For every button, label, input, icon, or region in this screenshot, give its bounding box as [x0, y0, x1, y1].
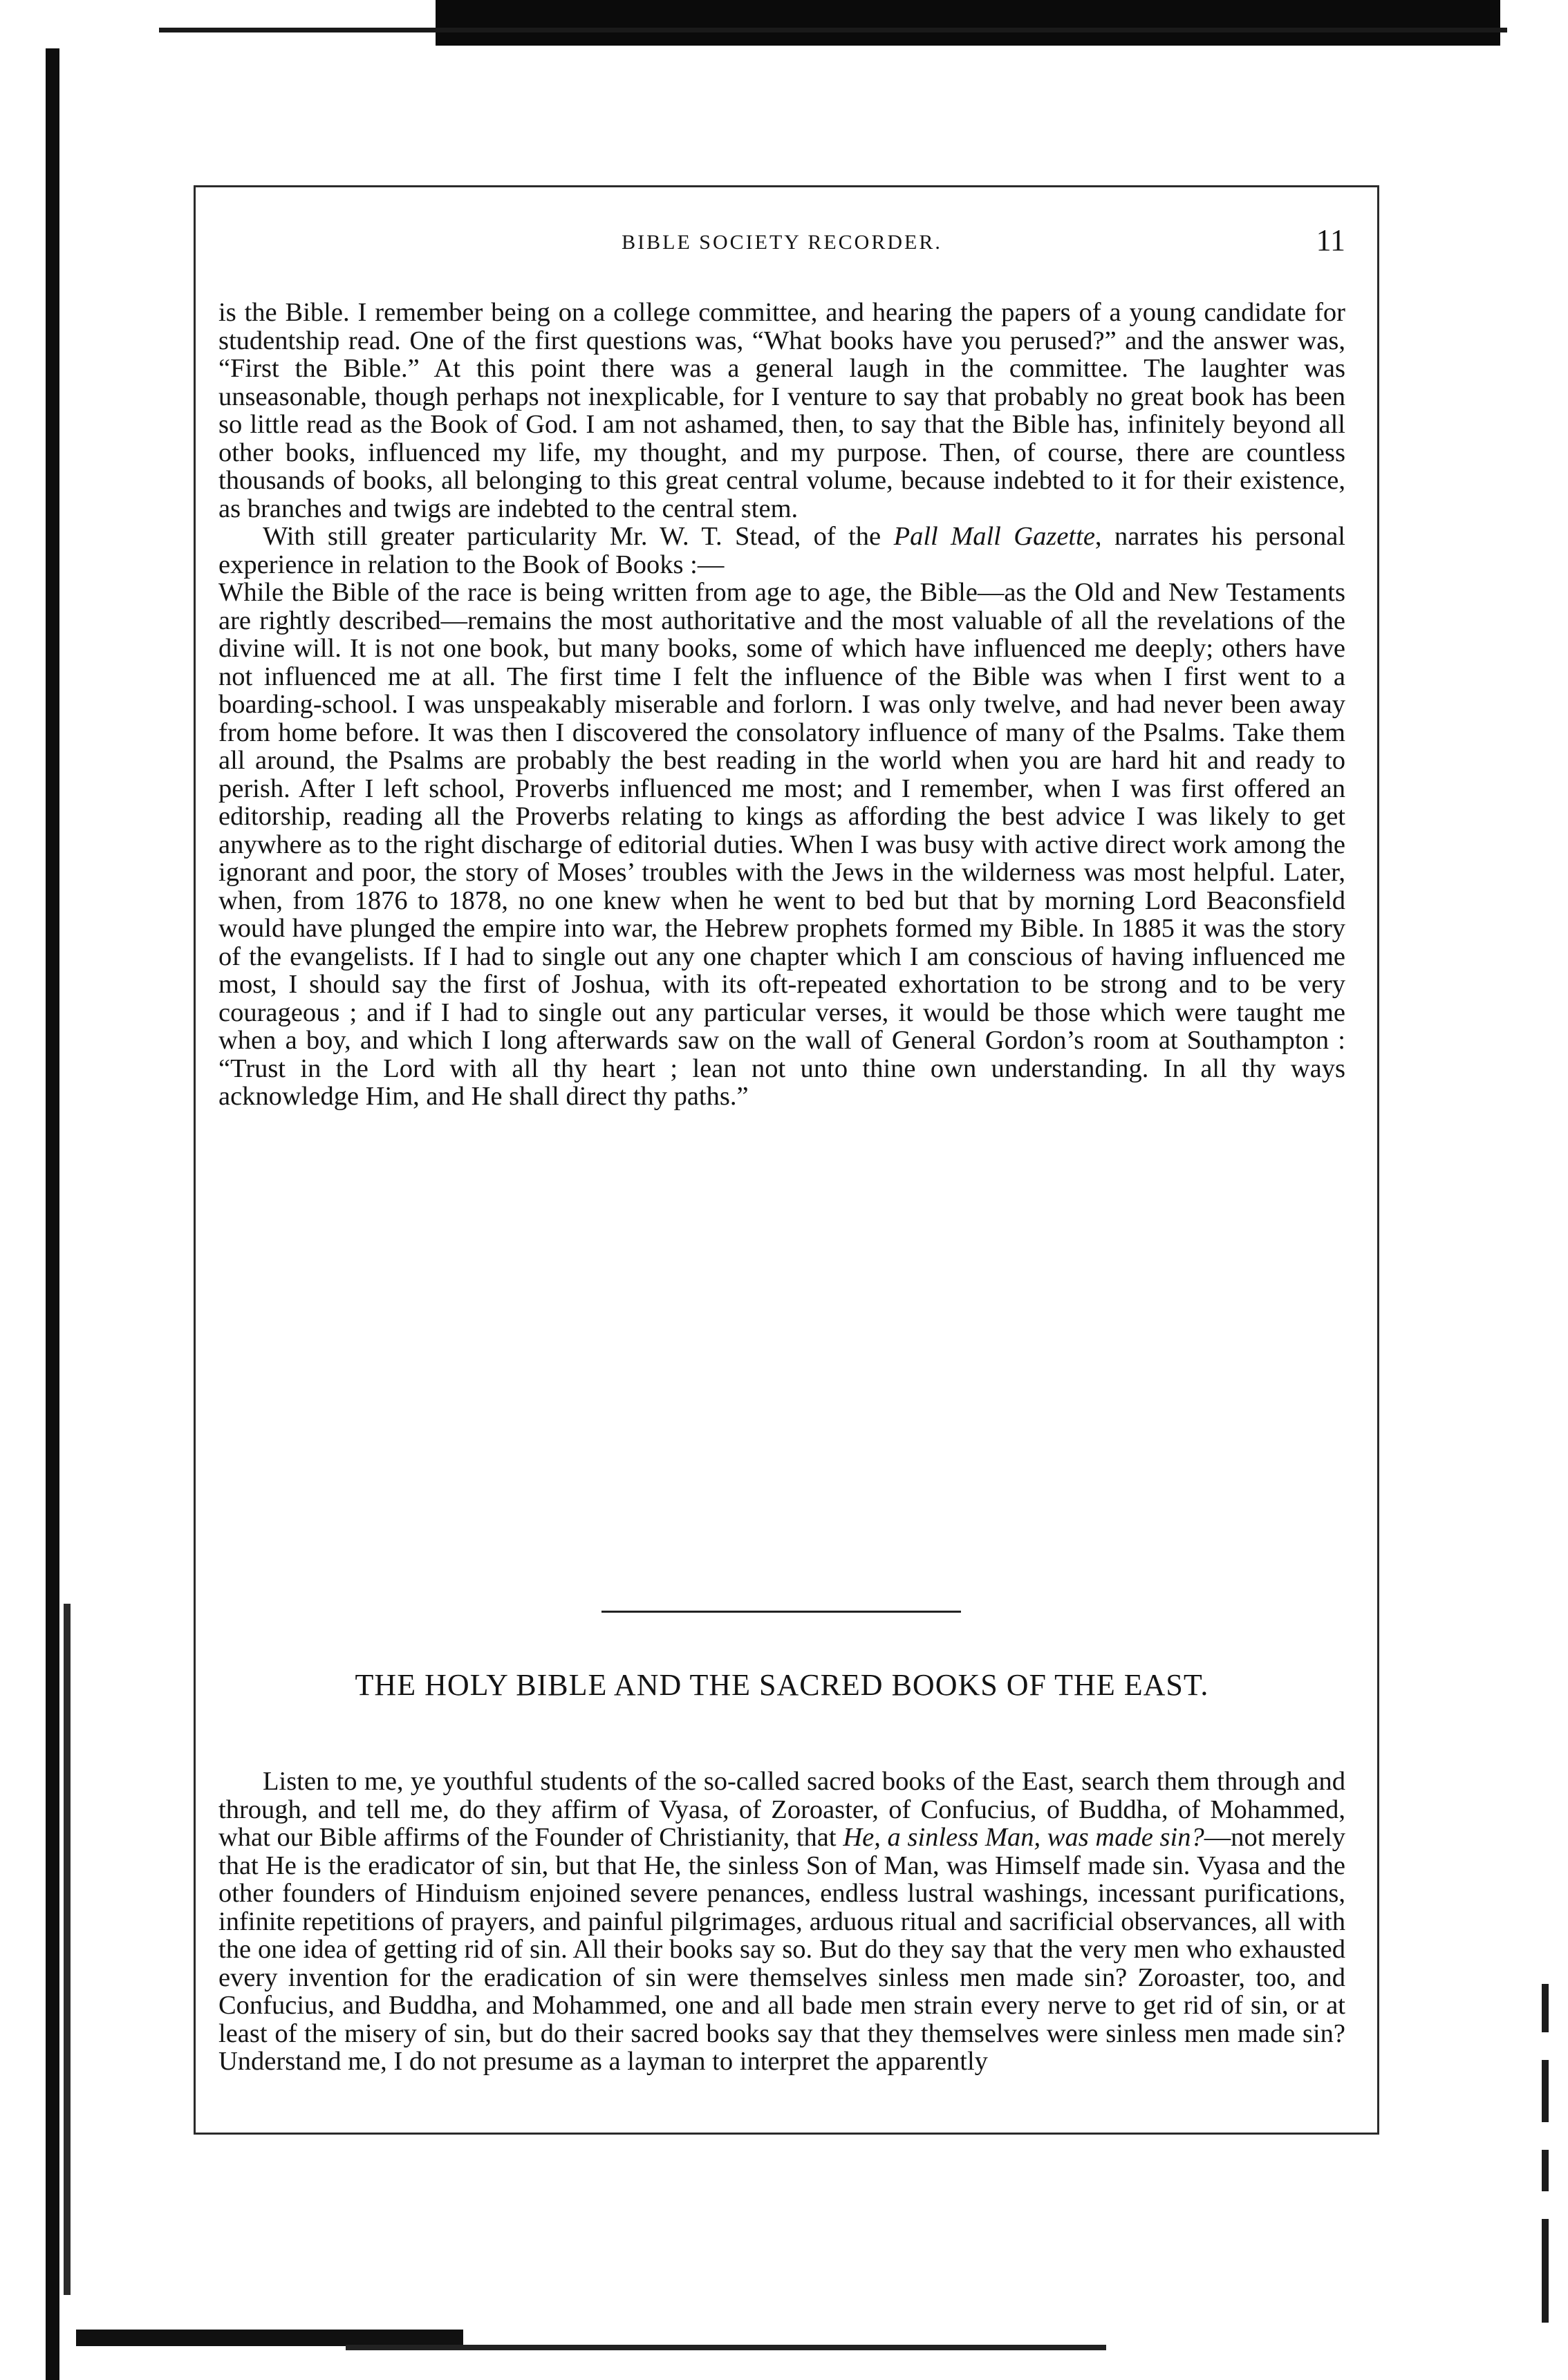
emphasis-text: He, a sinless Man, was made sin?	[843, 1823, 1204, 1852]
scan-edge-left-inner	[64, 1604, 71, 2295]
publication-title: Pall Mall Gazette	[893, 522, 1095, 551]
section-divider	[601, 1611, 961, 1613]
text-run: , narrates his personal experience in relation to the Book of Books :—	[218, 522, 1345, 579]
article-continuation	[218, 299, 1345, 1111]
paragraph-stead-intro	[218, 523, 1345, 579]
text-run: —not merely that He is the eradicator of sin, but that He, the sinless Son of Man, was Himself made sin. Vyasa and the other founders of Hinduism enjoined severe penances, endless lustral washings, incessant purifications, infinite repetitions of prayers, and painful pilgrimages, arduous ritual and sacrificial observances, all with the one idea of getting rid of sin. All their books say so. But do they say that the very men who exhausted every invention for the eradication of sin were themselves sinless men made sin? Zoroaster, too, and Confucius, and Buddha, and Mohammed, one and all bade men strain every nerve to get rid of sin, or at least of the misery of sin, but do their sacred books say that they themselves were sinless men made sin? Understand me, I do not presume as a layman to interpret the apparently	[218, 1823, 1345, 2076]
text-run: With still greater particularity Mr. W. T. Stead, of the	[263, 522, 894, 551]
scan-edge-top	[436, 0, 1500, 46]
scan-edge-left	[46, 48, 59, 2380]
running-head	[218, 223, 1345, 264]
page-border-left	[194, 185, 196, 2135]
paragraph	[218, 1768, 1345, 2076]
page-border-bottom	[194, 2133, 1379, 2135]
article-holy-bible	[218, 1768, 1345, 2076]
page-border-top	[194, 185, 1379, 187]
section-heading: THE HOLY BIBLE AND THE SACRED BOOKS OF THE EAST.	[355, 1668, 1209, 1702]
paragraph: is the Bible. I remember being on a college committee, and hearing the papers of a young candidate for studentship read. One of the first questions was, “What books have you perused?” and the answer was, “First the Bible.” At this point there was a general laugh in the committee. The laughter was unseasonable, though perhaps not inexplicable, for I venture to say that probably no great book has been so little read as the Book of God. I am not ashamed, then, to say that the Bible has, infinitely beyond all other books, influenced my life, my thought, and my purpose. Then, of course, there are countless thousands of books, all belonging to this great central volume, because indebted to it for their existence, as branches and twigs are indebted to the central stem.	[218, 298, 1345, 523]
scan-edge-top-line	[159, 28, 1507, 32]
page-border-right	[1377, 185, 1379, 2135]
text-run: Listen to me, ye youthful students of the so-called sacred books of the East, search them through and through, and tell me, do they affirm of Vyasa, of Zoroaster, of Confucius, of Buddha, of Mohammed, what our Bible affirms of the Founder of Christianity, that	[218, 1767, 1345, 1852]
running-title: BIBLE SOCIETY RECORDER.	[622, 231, 942, 254]
page-number: 11	[1316, 223, 1345, 257]
scan-edge-bottom-line	[346, 2345, 1106, 2350]
scan-edge-right-marks	[1536, 1984, 1551, 2371]
paragraph-stead-quote: While the Bible of the race is being written from age to age, the Bible—as the Old and New Testaments are rightly described—remains the most authoritative and the most valuable of all the revelations of the divine will. It is not one book, but many books, some of which have influenced me deeply; others have not influenced me at all. The first time I felt the influence of the Bible was when I first went to a boarding-school. I was unspeakably miserable and forlorn. I was only twelve, and had never been away from home before. It was then I discovered the consolatory influence of many of the Psalms. Take them all around, the Psalms are probably the best reading in the world when you are hard hit and ready to perish. After I left school, Proverbs influenced me most; and I remember, when I was first offered an editorship, reading all the Proverbs relating to kings as affording the best advice I was likely to get anywhere as to the right discharge of editorial duties. When I was busy with active direct work among the ignorant and poor, the story of Moses’ troubles with the Jews in the wilderness was most helpful. Later, when, from 1876 to 1878, no one knew when he went to bed but that by morning Lord Beaconsfield would have plunged the empire into war, the Hebrew prophets formed my Bible. In 1885 it was the story of the evangelists. If I had to single out any one chapter which I am conscious of having influenced me most, I should say the first of Joshua, with its oft-repeated exhortation to be strong and to be very courageous ; and if I had to single out any particular verses, it would be those which were taught me when a boy, and which I long afterwards saw on the wall of General Gordon’s room at Southampton : “Trust in the Lord with all thy heart ; lean not unto thine own understanding. In all thy ways acknowledge Him, and He shall direct thy paths.”	[218, 578, 1345, 1111]
scan-edge-bottom	[76, 2330, 463, 2346]
